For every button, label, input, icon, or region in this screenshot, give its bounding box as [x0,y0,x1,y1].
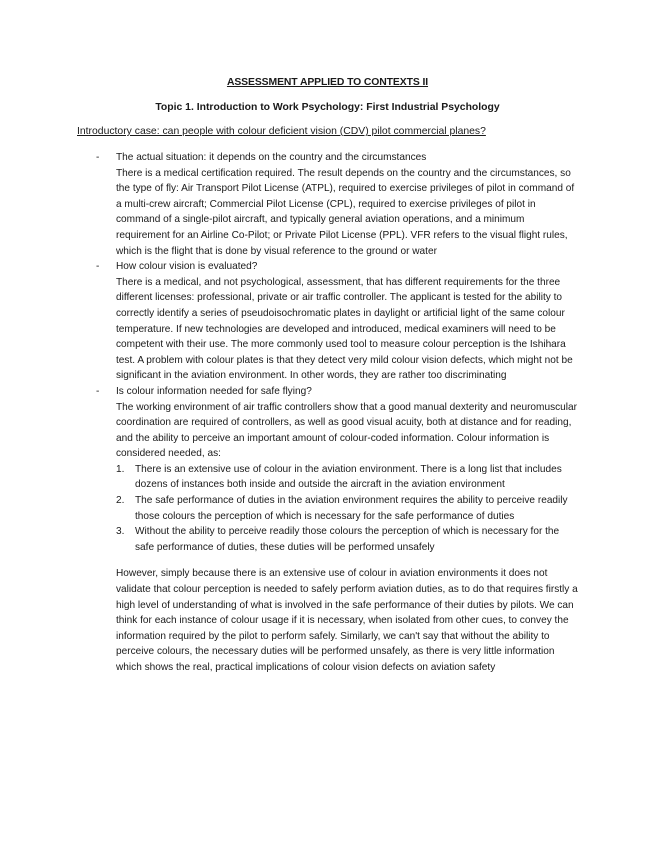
bullet-section-actual-situation [77,150,581,259]
bullet-marker: - [96,152,100,163]
numbered-item [116,524,581,555]
section-heading: How colour vision is evaluated? [116,261,258,273]
introductory-case-heading: Introductory case: can people with colour deficient vision (CDV) pilot commercial planes? [77,126,486,137]
bullet-section-colour-needed [77,384,581,556]
item-text: Without the ability to perceive readily those colours the perception of which is necessary for the safe performance of duties, these duties will be performed unsafely [135,526,560,553]
bullet-marker: - [96,261,100,273]
section-heading: Is colour information needed for safe flying? [116,385,312,397]
item-text: The safe performance of duties in the aviation environment requires the ability to perceive readily those colours the perception of which is necessary for the safe performance of duties [135,495,568,522]
section-text: There is a medical, and not psychological, assessment, that has different requirements for the three different licenses: professional, private or air traffic controller. The applicant is tested for the ability to correctly identify a series of pseudoisochromatic plates in daylight or artificial light of the same colour temperature. If new technologies are developed and introduced, medical examiners will need to be competent with their use. The more commonly used tool to measure colour perception is the Ishihara test. A problem with colour plates is that they detect very mild colour vision defects, which might not be significant in the aviation environment. In other words, they are rather too discriminating [116,276,573,382]
bullet-section-colour-evaluation [77,259,581,384]
item-number: 3. [116,526,125,538]
closing-paragraph: However, simply because there is an extensive use of colour in aviation environments it does not validate that colour perception is needed to safely perform aviation duties, as to do that requires firstly a high level of understanding of what is involved in the safe performance of their duties by pilots. We can think for each instance of colour usage if it is necessary, when isolated from other cues, to convey the information required by the pilot to perform safely. Similarly, we can't say that without the ability to perceive colours, the necessary duties will be performed unsafely, as there is very little information which shows the real, practical implications of colour vision defects on aviation safety [116,568,578,673]
numbered-item [116,493,581,524]
section-text: The working environment of air traffic controllers show that a good manual dexterity and neuromuscular coordination are required of controllers, as well as good visual acuity, both at distance and for reading, and the ability to perceive an important amount of colour-coded information. Colour information is considered needed, as: [116,401,577,460]
item-number: 2. [116,495,125,507]
item-number: 1. [116,463,125,475]
bullet-marker: - [96,385,100,397]
numbered-item [116,462,581,493]
numbered-list [116,462,581,556]
document-title: ASSESSMENT APPLIED TO CONTEXTS II [226,77,429,88]
item-text: There is an extensive use of colour in the aviation environment. There is a long list that includes dozens of instances both inside and outside the aircraft in the aviation environment [135,463,562,491]
document-body [77,150,581,676]
topic-heading: Topic 1. Introduction to Work Psychology: First Industrial Psychology [155,102,500,113]
section-heading: The actual situation: it depends on the country and the circumstances [116,152,427,163]
section-text: There is a medical certification required. The result depends on the country and the circumstances, so the type of fly: Air Transport Pilot License (ATPL), required to exercise privileges of pilot in command of a multi-crew aircraft; Commercial Pilot License (CPL), required to exercise privileges of pilot in command of a single-pilot aircraft, and typically general aviation operations, and a minimum requirement for an Airline Co-Pilot; or Private Pilot License (PPL). VFR refers to the visual flight rules, which is the flight that is done by visual reference to the ground or water [116,167,575,257]
